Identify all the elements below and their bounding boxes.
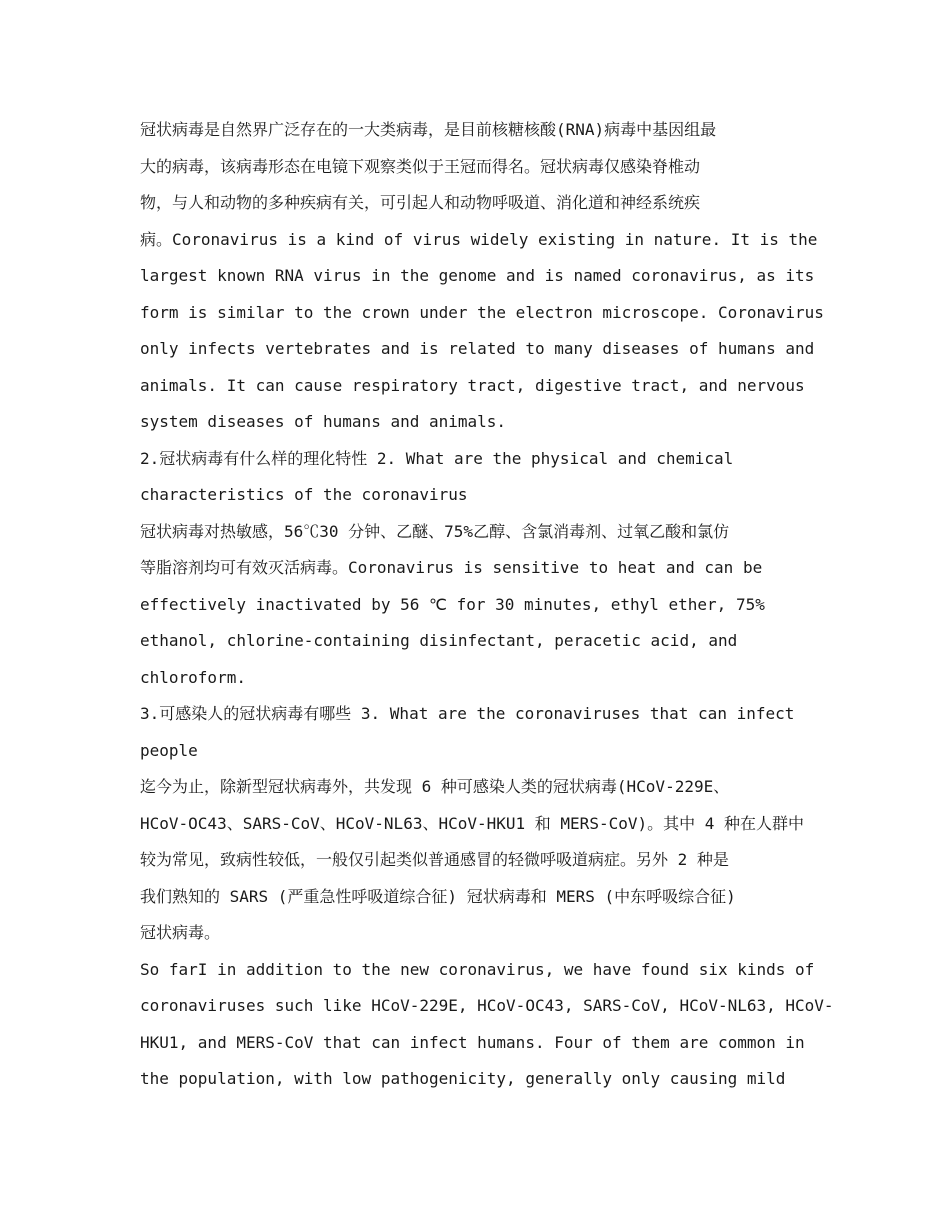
text-line: largest known RNA virus in the genome and is named coronavirus, as its (140, 266, 815, 285)
paragraph-human-coronaviruses-zh (140, 769, 820, 952)
paragraph-human-coronaviruses-en (140, 952, 834, 1098)
text-line: coronaviruses such like HCoV-229E, HCoV-OC43, SARS-CoV, HCoV-NL63, HCoV- (140, 996, 834, 1015)
document-body (140, 112, 834, 1098)
text-line: 病。Coronavirus is a kind of virus widely existing in nature. It is the (140, 229, 818, 249)
text-line: 物，与人和动物的多种疾病有关，可引起人和动物呼吸道、消化道和神经系统疾 (140, 193, 701, 212)
text-line: 大的病毒，该病毒形态在电镜下观察类似于王冠而得名。冠状病毒仅感染脊椎动 (140, 156, 701, 176)
text-line: 等脂溶剂均可有效灭活病毒。Coronavirus is sensitive to heat and can be (140, 558, 763, 577)
text-line: 冠状病毒对热敏感，56℃30 分钟、乙醚、75%乙醇、含氯消毒剂、过氧乙酸和氯仿 (140, 521, 730, 541)
text-line: So farI in addition to the new coronavirus, we have found six kinds of (140, 959, 815, 979)
paragraph-physical-characteristics (140, 514, 820, 697)
text-line: ethanol, chlorine-containing disinfectant, peracetic acid, and (140, 631, 738, 650)
text-line: characteristics of the coronavirus (140, 485, 468, 504)
text-line: HCoV-OC43、SARS-CoV、HCoV-NL63、HCoV-HKU1 和 MERS-CoV)。其中 4 种在人群中 (140, 813, 805, 833)
text-line: only infects vertebrates and is related to many diseases of humans and (140, 339, 815, 358)
text-line: HKU1, and MERS-CoV that can infect humans. Four of them are common in (140, 1032, 805, 1052)
text-line: form is similar to the crown under the electron microscope. Coronavirus (140, 302, 824, 322)
text-line: 3.可感染人的冠状病毒有哪些 3. What are the coronaviruses that can infect (140, 704, 795, 723)
text-line: 我们熟知的 SARS (严重急性呼吸道综合征) 冠状病毒和 MERS (中东呼吸综合征) (140, 886, 736, 906)
text-line: system diseases of humans and animals. (140, 412, 507, 431)
text-line: 2.冠状病毒有什么样的理化特性 2. What are the physical and chemical (140, 448, 734, 468)
text-line: effectively inactivated by 56 ℃ for 30 minutes, ethyl ether, 75% (140, 594, 765, 614)
text-line: chloroform. (140, 667, 246, 687)
text-line: animals. It can cause respiratory tract, digestive tract, and nervous (140, 375, 805, 395)
text-line: 较为常见，致病性较低，一般仅引起类似普通感冒的轻微呼吸道病症。另外 2 种是 (140, 850, 729, 869)
paragraph-coronavirus-intro (140, 112, 824, 441)
text-line: the population, with low pathogenicity, generally only causing mild (140, 1069, 786, 1088)
text-line: people (140, 740, 198, 760)
text-line: 迄今为止，除新型冠状病毒外，共发现 6 种可感染人类的冠状病毒(HCoV-229E、 (140, 777, 730, 796)
heading-question-3 (140, 696, 820, 769)
heading-question-2 (140, 441, 820, 514)
text-line: 冠状病毒是自然界广泛存在的一大类病毒，是目前核糖核酸(RNA)病毒中基因组最 (140, 120, 717, 139)
text-line: 冠状病毒。 (140, 923, 221, 942)
